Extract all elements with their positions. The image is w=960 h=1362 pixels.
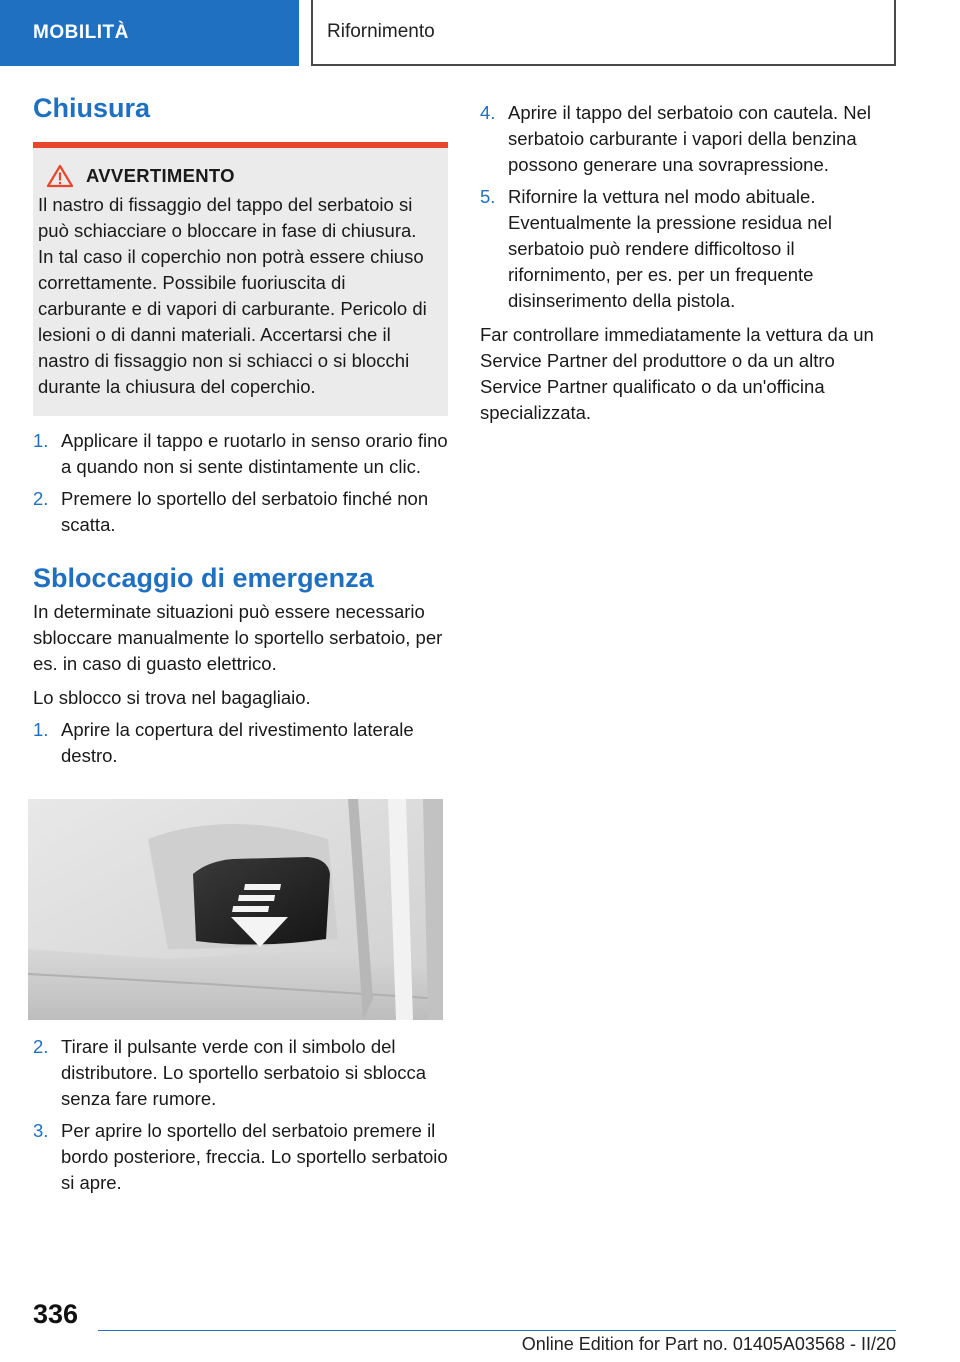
- header-chapter-box: [311, 0, 896, 66]
- step-text: Applicare il tappo e ruotarlo in senso orario fino a quando non si sente distintamente un clic.: [61, 430, 448, 478]
- list-item: [33, 717, 448, 769]
- list-item: [33, 1034, 448, 1112]
- heading-emergency-unlock: Sbloccaggio di emergenza: [33, 563, 374, 594]
- step-text: Per aprire lo sportello del serbatoio premere il bordo posteriore, freccia. Lo sportello serbatoio si apre.: [61, 1119, 448, 1193]
- warning-text: Il nastro di fissaggio del tappo del serbatoio si può schiacciare o bloccare in fase di chiusura. In tal caso il coperchio non potrà essere chiuso correttamente. Possibile fuoriuscita di carburante e di vapori di carburante. Pericolo di lesioni o di danni materiali. Accertarsi che il nastro di fissaggio non si schiacci o si blocchi durante la chiusura del coperchio.: [38, 194, 427, 398]
- refuel-steps-list: [480, 100, 896, 314]
- page-number: 336: [33, 1299, 79, 1329]
- warning-triangle-icon: [46, 164, 74, 188]
- heading-chiusura: Chiusura: [33, 93, 151, 123]
- warning-title: AVVERTIMENTO: [86, 165, 235, 187]
- step-number: 3.: [33, 1119, 49, 1141]
- footer-divider: [98, 1330, 896, 1331]
- right-column: [480, 100, 896, 426]
- edition-footer: Online Edition for Part no. 01405A03568 - II/20: [521, 1334, 896, 1354]
- step-number: 2.: [33, 1035, 49, 1057]
- header-section-tab: [0, 0, 299, 66]
- trunk-illustration: [28, 799, 443, 1020]
- step-number: 1.: [33, 430, 49, 452]
- list-item: [480, 100, 896, 178]
- left-column: [33, 92, 448, 1196]
- step-text: Tirare il pulsante verde con il simbolo del distributore. Lo sportello serbatoio si sblocca senza fare rumore.: [61, 1035, 427, 1109]
- step-number: 4.: [480, 102, 496, 123]
- step-text: Premere lo sportello del serbatoio finché non scatta.: [61, 488, 429, 536]
- service-paragraph: Far controllare immediatamente la vettura da un Service Partner del produttore o da un altro Service Partner qualificato o da un'officina specializzata.: [480, 324, 874, 423]
- emergency-steps-list-b: [33, 1034, 448, 1196]
- step-text: Aprire il tappo del serbatoio con cautela. Nel serbatoio carburante i vapori della benzina possono generare una sovrapressione.: [508, 102, 872, 175]
- chapter-label: Rifornimento: [327, 21, 435, 42]
- closing-steps-list: [33, 428, 448, 538]
- step-number: 1.: [33, 718, 49, 740]
- list-item: [33, 428, 448, 480]
- step-text: Rifornire la vettura nel modo abituale. Eventualmente la pressione residua nel serbatoio può rendere difficoltoso il rifornimento, per es. per un frequente disinserimento della pistola.: [508, 186, 832, 311]
- location-paragraph: Lo sblocco si trova nel bagagliaio.: [33, 686, 311, 708]
- emergency-paragraph: In determinate situazioni può essere necessario sbloccare manualmente lo sportello serbatoio, per es. in caso di guasto elettrico.: [33, 600, 443, 674]
- emergency-steps-list-a: [33, 717, 448, 769]
- section-label: MOBILITÀ: [33, 22, 129, 43]
- warning-box: [33, 142, 448, 416]
- list-item: [480, 184, 896, 314]
- step-number: 2.: [33, 488, 49, 510]
- list-item: [33, 486, 448, 538]
- trunk-panel-photo: [28, 799, 443, 1020]
- step-number: 5.: [480, 186, 496, 207]
- step-text: Aprire la copertura del rivestimento laterale destro.: [61, 718, 414, 766]
- list-item: [33, 1118, 448, 1196]
- warning-header: [38, 164, 436, 188]
